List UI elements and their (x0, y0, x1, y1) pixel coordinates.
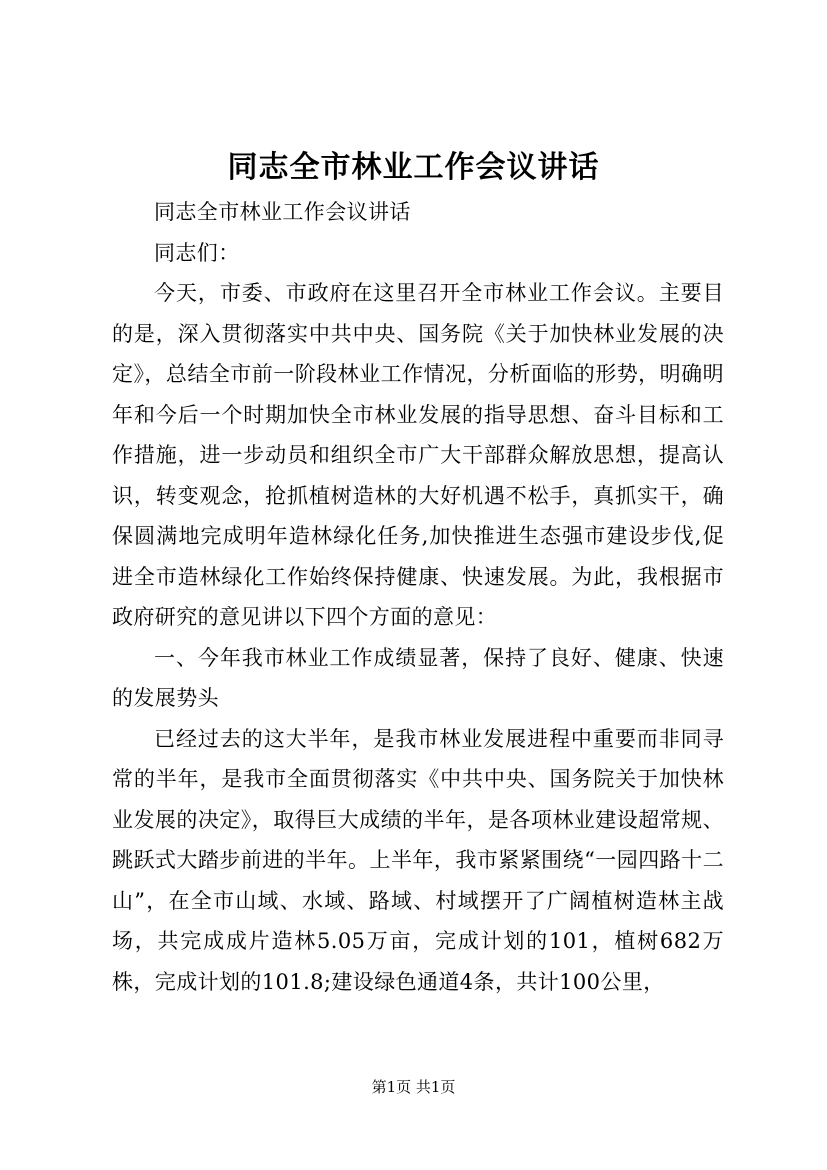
paragraph-intro: 今天，市委、市政府在这里召开全市林业工作会议。主要目的是，深入贯彻落实中共中央、国务院《关于加快林业发展的决定》，总结全市前一阶段林业工作情况，分析面临的形势，明确明年和今后一个时期加快全市林业发展的指导思想、奋斗目标和工作措施，进一步动员和组织全市广大干部群众解放思想，提高认识，转变观念，抢抓植树造林的大好机遇不松手，真抓实干，确保圆满地完成明年造林绿化任务,加快推进生态强市建设步伐,促进全市造林绿化工作始终保持健康、快速发展。为此，我根据市政府研究的意见讲以下四个方面的意见： (112, 281, 724, 629)
document-body (112, 192, 724, 1002)
paragraph-salutation: 同志们： (154, 240, 240, 265)
paragraph-section-heading: 一、今年我市林业工作成绩显著，保持了良好、健康、快速的发展势头 (112, 645, 724, 710)
paragraph-achievements: 已经过去的这大半年，是我市林业发展进程中重要而非同寻常的半年，是我市全面贯彻落实《中共中央、国务院关于加快林业发展的决定》，取得巨大成绩的半年，是各项林业建设超常规、跳跃式大踏步前进的半年。上半年，我市紧紧围绕“一园四路十二山”，在全市山域、水域、路域、村域摆开了广阔植树造林主战场，共完成成片造林5.05万亩，完成计划的101，植树682万株，完成计划的101.8;建设绿色通道4条，共计100公里， (112, 726, 724, 994)
paragraph-heading: 同志全市林业工作会议讲话 (154, 200, 411, 224)
page-footer: 第1页 共1页 (371, 1078, 456, 1096)
document-title: 同志全市林业工作会议讲话 (227, 150, 600, 185)
